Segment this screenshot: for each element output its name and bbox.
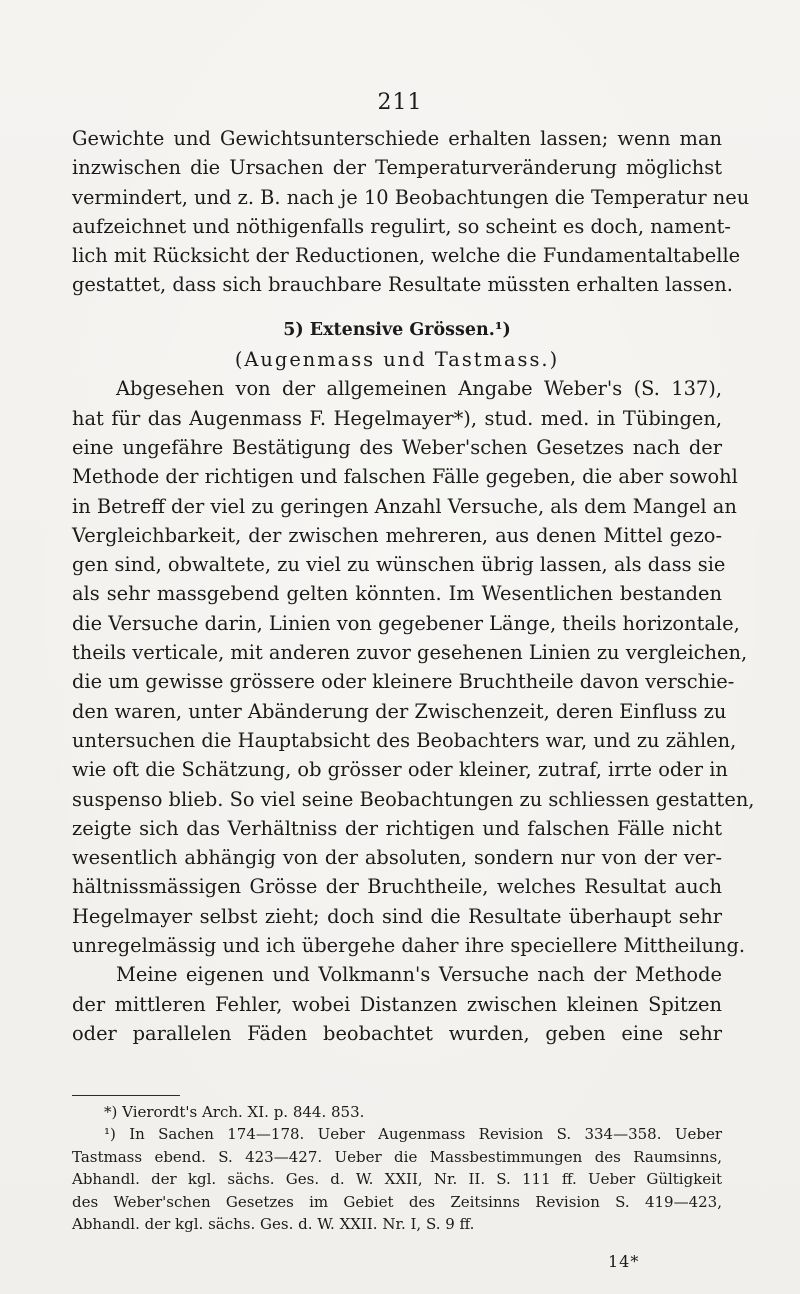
text-line: Meine eigenen und Volkmann's Versuche nach der Methode xyxy=(116,963,722,987)
text-line: zeigte sich das Verhältniss der richtigen und falschen Fälle nicht xyxy=(72,816,722,840)
text-line: die Versuche darin, Linien von gegebener Länge, theils horizontale, xyxy=(72,611,740,635)
section-spacer xyxy=(72,300,722,316)
text-line: Methode der richtigen und falschen Fälle gegeben, die aber sowohl xyxy=(72,465,738,489)
text-line: vermindert, und z. B. nach je 10 Beobachtungen die Temperatur neu xyxy=(72,185,750,209)
text-line: der mittleren Fehler, wobei Distanzen zwischen kleinen Spitzen xyxy=(72,992,722,1016)
text-line: Gewichte und Gewichtsunterschiede erhalten lassen; wenn man xyxy=(72,127,722,150)
text-line: in Betreff der viel zu geringen Anzahl Versuche, als dem Mangel an xyxy=(72,494,737,518)
footnotes xyxy=(72,1101,722,1235)
text-line: Vergleichbarkeit, der zwischen mehreren, aus denen Mittel gezo- xyxy=(72,523,722,547)
footnote-star: *) Vierordt's Arch. XI. p. 844. 853. xyxy=(104,1103,365,1121)
text-line: gen sind, obwaltete, zu viel zu wünschen übrig lassen, als dass sie xyxy=(72,553,726,577)
main-text xyxy=(72,124,755,1048)
footnote-divider xyxy=(72,1095,180,1096)
text-line: theils verticale, mit anderen zuvor gesehenen Linien zu vergleichen, xyxy=(72,641,748,665)
text-line: suspenso blieb. So viel seine Beobachtungen zu schliessen gestatten, xyxy=(72,787,755,811)
paragraph-2 xyxy=(72,374,755,960)
section-heading: 5) Extensive Grössen.¹) xyxy=(283,319,511,340)
text-line: hältnissmässigen Grösse der Bruchtheile, welches Resultat auch xyxy=(72,875,722,899)
text-line: unregelmässig und ich übergehe daher ihre speciellere Mittheilung. xyxy=(72,934,746,958)
section-subheading: (Augenmass und Tastmass.) xyxy=(234,348,560,372)
text-line: wesentlich abhängig von der absoluten, sondern nur von der ver- xyxy=(72,846,722,870)
text-line: hat für das Augenmass F. Hegelmayer*), stud. med. in Tübingen, xyxy=(72,406,722,430)
text-line: aufzeichnet und nöthigenfalls regulirt, so scheint es doch, nament- xyxy=(72,214,731,238)
paragraph-1 xyxy=(72,124,750,300)
footnote-line: ¹) In Sachen 174—178. Ueber Augenmass Revision S. 334—358. Ueber xyxy=(104,1125,722,1144)
text-line: eine ungefähre Bestätigung des Weber'schen Gesetzes nach der xyxy=(72,435,722,459)
footnote-line: des Weber'schen Gesetzes im Gebiet des Zeitsinns Revision S. 419—423, xyxy=(72,1192,722,1211)
text-line: Hegelmayer selbst zieht; doch sind die Resultate überhaupt sehr xyxy=(72,904,722,928)
page-number: 211 xyxy=(377,90,423,115)
footnote-line: Abhandl. der kgl. sächs. Ges. d. W. XXII. Nr. I, S. 9 ff. xyxy=(72,1214,475,1233)
footnote-line: Abhandl. der kgl. sächs. Ges. d. W. XXII, Nr. II. S. 111 ff. Ueber Gültigkeit xyxy=(72,1170,722,1189)
text-line: den waren, unter Abänderung der Zwischenzeit, deren Einfluss zu xyxy=(72,699,727,723)
text-line: oder parallelen Fäden beobachtet wurden, geben eine sehr xyxy=(72,1021,722,1045)
text-line: lich mit Rücksicht der Reductionen, welche die Fundamentaltabelle xyxy=(72,244,741,268)
text-line: die um gewisse grössere oder kleinere Bruchtheile davon verschie- xyxy=(72,670,735,694)
signature-mark: 14* xyxy=(608,1252,640,1271)
paragraph-3 xyxy=(72,960,722,1048)
text-line: als sehr massgebend gelten könnten. Im Wesentlichen bestanden xyxy=(72,582,722,606)
text-line: Abgesehen von der allgemeinen Angabe Weber's (S. 137), xyxy=(116,377,722,401)
text-line: gestattet, dass sich brauchbare Resultate müssten erhalten lassen. xyxy=(72,273,733,297)
text-line: untersuchen die Hauptabsicht des Beobachters war, und zu zählen, xyxy=(72,728,737,752)
text-line: inzwischen die Ursachen der Temperaturveränderung möglichst xyxy=(72,156,722,180)
footnote-line: Tastmass ebend. S. 423—427. Ueber die Massbestimmungen des Raumsinns, xyxy=(72,1147,722,1166)
text-line: wie oft die Schätzung, ob grösser oder kleiner, zutraf, irrte oder in xyxy=(72,758,728,782)
